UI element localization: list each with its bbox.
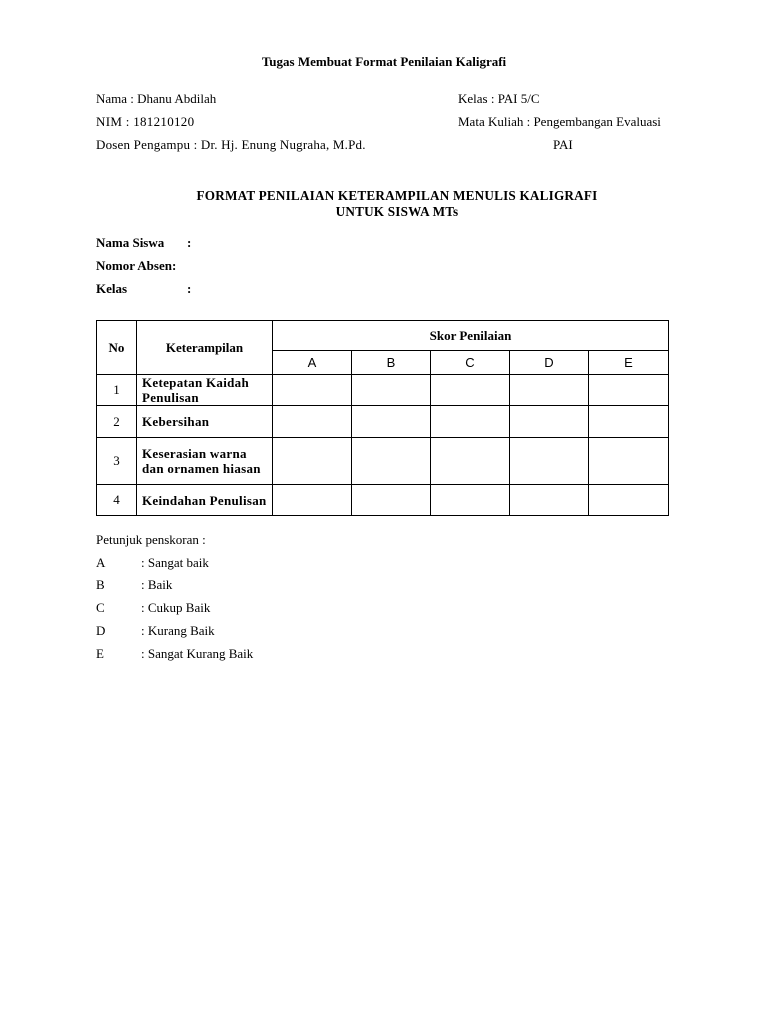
score-cell-e[interactable] [589, 375, 669, 406]
skill-name: Keserasian warna dan ornamen hiasan [137, 438, 273, 485]
row-number: 3 [97, 438, 137, 485]
grade-description: : Cukup Baik [141, 600, 211, 615]
class-info: Kelas : PAI 5/C [458, 91, 540, 106]
score-cell-b[interactable] [352, 485, 431, 516]
score-cell-a[interactable] [273, 406, 352, 438]
table-row [97, 375, 669, 406]
header-grade-a: A [273, 351, 352, 375]
skill-name: Ketepatan Kaidah Penulisan [137, 375, 273, 406]
grade-letter: B [96, 577, 105, 592]
grade-description: : Sangat baik [141, 555, 209, 570]
document-title: Tugas Membuat Format Penilaian Kaligrafi [261, 54, 507, 69]
grade-letter: E [96, 646, 104, 661]
scoring-guide-item [96, 646, 253, 662]
scoring-guide-item [96, 577, 172, 593]
score-cell-a[interactable] [273, 375, 352, 406]
header-grade-b: B [352, 351, 431, 375]
table-row [97, 485, 669, 516]
score-cell-c[interactable] [431, 406, 510, 438]
form-title-line-1: FORMAT PENILAIAN KETERAMPILAN MENULIS KALIGRAFI [196, 188, 598, 203]
score-cell-e[interactable] [589, 438, 669, 485]
score-cell-e[interactable] [589, 406, 669, 438]
score-cell-b[interactable] [352, 438, 431, 485]
field-colon: : [187, 235, 192, 250]
row-number: 1 [97, 375, 137, 406]
score-cell-c[interactable] [431, 375, 510, 406]
header-grade-d: D [510, 351, 589, 375]
grade-letter: D [96, 623, 106, 638]
score-cell-b[interactable] [352, 375, 431, 406]
score-cell-b[interactable] [352, 406, 431, 438]
grade-description: : Baik [141, 577, 173, 592]
scoring-guide-item [96, 555, 209, 571]
score-cell-d[interactable] [510, 438, 589, 485]
student-name: Nama : Dhanu Abdilah [96, 91, 217, 106]
score-cell-c[interactable] [431, 485, 510, 516]
score-cell-a[interactable] [273, 485, 352, 516]
assessment-table [96, 320, 669, 516]
field-label-nomor-absen: Nomor Absen: [96, 258, 177, 273]
score-cell-c[interactable] [431, 438, 510, 485]
student-nim: NIM : 181210120 [96, 114, 195, 129]
grade-letter: A [96, 555, 106, 570]
header-grade-e: E [589, 351, 669, 375]
table-row [97, 406, 669, 438]
field-label-nama-siswa: Nama Siswa [96, 235, 165, 250]
row-number: 2 [97, 406, 137, 438]
score-cell-d[interactable] [510, 406, 589, 438]
header-keterampilan: Keterampilan [137, 321, 273, 375]
score-cell-d[interactable] [510, 485, 589, 516]
header-grade-c: C [431, 351, 510, 375]
skill-name: Keindahan Penulisan [137, 485, 273, 516]
table-row [97, 438, 669, 485]
row-number: 4 [97, 485, 137, 516]
score-cell-d[interactable] [510, 375, 589, 406]
field-colon: : [187, 281, 192, 296]
scoring-guide-item [96, 600, 210, 616]
header-no: No [97, 321, 137, 375]
field-label-kelas: Kelas [96, 281, 128, 296]
grade-letter: C [96, 600, 105, 615]
scoring-guide-heading: Petunjuk penskoran : [96, 532, 206, 547]
score-cell-a[interactable] [273, 438, 352, 485]
skill-name: Kebersihan [137, 406, 273, 438]
header-skor-penilaian: Skor Penilaian [273, 321, 669, 351]
grade-description: : Kurang Baik [141, 623, 215, 638]
score-cell-e[interactable] [589, 485, 669, 516]
lecturer-name: Dosen Pengampu : Dr. Hj. Enung Nugraha, M.Pd. [96, 137, 366, 152]
course-name-continued: PAI [553, 137, 573, 152]
grade-description: : Sangat Kurang Baik [141, 646, 254, 661]
scoring-guide-item [96, 623, 215, 639]
form-title-line-2: UNTUK SISWA MTs [335, 204, 459, 219]
course-name: Mata Kuliah : Pengembangan Evaluasi [458, 114, 661, 129]
